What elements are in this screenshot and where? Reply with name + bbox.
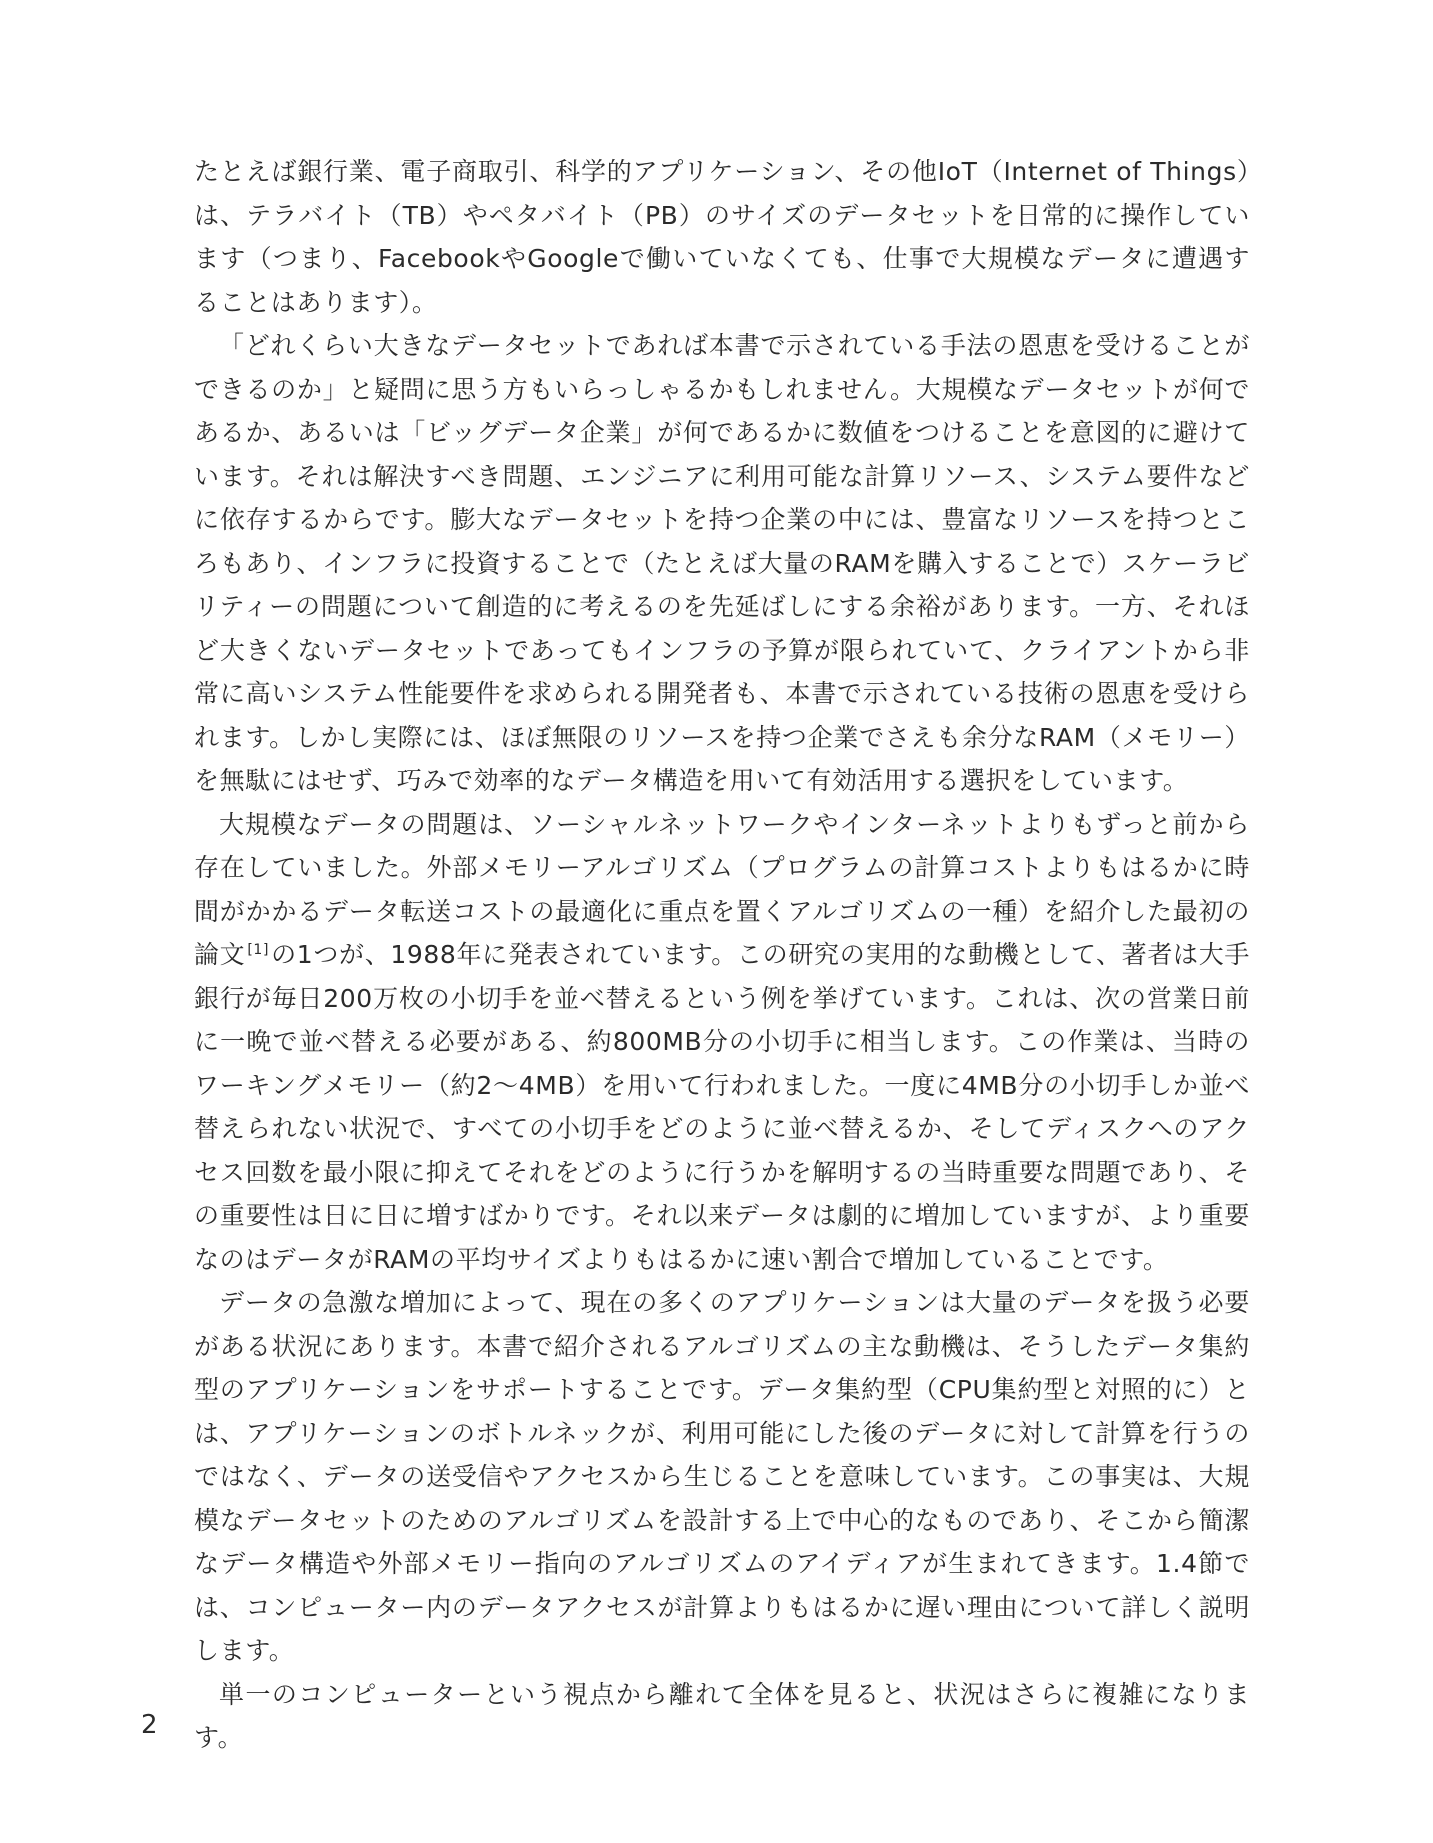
footnote-reference[interactable]: [1] <box>247 941 270 958</box>
paragraph-3-text-after: の1つが、1988年に発表されています。この研究の実用的な動機として、著者は大手銀行が毎日200万枚の小切手を並べ替えるという例を挙げています。これは、次の営業日前に一晩で並べ替える必要がある、約800MB分の小切手に相当します。この作業は、当時のワーキングメモリー（約2〜4MB）を用いて行われました。一度に4MB分の小切手しか並べ替えられない状況で、すべての小切手をどのように並べ替えるか、そしてディスクへのアクセス回数を最小限に抑えてそれをどのように行うかを解明するの当時重要な問題であり、その重要性は日に日に増すばかりです。それ以来データは劇的に増加していますが、より重要なのはデータがRAMの平均サイズよりもはるかに速い割合で増加していることです。 <box>194 940 1250 1274</box>
paragraph-4: データの急激な増加によって、現在の多くのアプリケーションは大量のデータを扱う必要がある状況にあります。本書で紹介されるアルゴリズムの主な動機は、そうしたデータ集約型のアプリケーションをサポートすることです。データ集約型（CPU集約型と対照的に）とは、アプリケーションのボトルネックが、利用可能にした後のデータに対して計算を行うのではなく、データの送受信やアクセスから生じることを意味しています。この事実は、大規模なデータセットのためのアルゴリズムを設計する上で中心的なものであり、そこから簡潔なデータ構造や外部メモリー指向のアルゴリズムのアイディアが生まれてきます。1.4節では、コンピューター内のデータアクセスが計算よりもはるかに遅い理由について詳しく説明します。 <box>194 1288 1250 1665</box>
paragraph-3 <box>194 803 1250 1282</box>
page-number: 2 <box>141 1710 158 1740</box>
paragraph-1: たとえば銀行業、電子商取引、科学的アプリケーション、その他IoT（Internet of Things）は、テラバイト（TB）やペタバイト（PB）のサイズのデータセットを日常的に操作しています（つまり、FacebookやGoogleで働いていなくても、仕事で大規模なデータに遭遇することはあります）。 <box>194 157 1250 317</box>
paragraph-2: 「どれくらい大きなデータセットであれば本書で示されている手法の恩恵を受けることができるのか」と疑問に思う方もいらっしゃるかもしれません。大規模なデータセットが何であるか、あるいは「ビッグデータ企業」が何であるかに数値をつけることを意図的に避けています。それは解決すべき問題、エンジニアに利用可能な計算リソース、システム要件などに依存するからです。膨大なデータセットを持つ企業の中には、豊富なリソースを持つところもあり、インフラに投資することで（たとえば大量のRAMを購入することで）スケーラビリティーの問題について創造的に考えるのを先延ばしにする余裕があります。一方、それほど大きくないデータセットであってもインフラの予算が限られていて、クライアントから非常に高いシステム性能要件を求められる開発者も、本書で示されている技術の恩恵を受けられます。しかし実際には、ほぼ無限のリソースを持つ企業でさえも余分なRAM（メモリー）を無駄にはせず、巧みで効率的なデータ構造を用いて有効活用する選択をしています。 <box>194 331 1250 795</box>
paragraph-3-text-before: 大規模なデータの問題は、ソーシャルネットワークやインターネットよりもずっと前から存在していました。外部メモリーアルゴリズム（プログラムの計算コストよりもはるかに時間がかかるデータ転送コストの最適化に重点を置くアルゴリズムの一種）を紹介した最初の論文 <box>194 809 1250 969</box>
paragraph-5: 単一のコンピューターという視点から離れて全体を見ると、状況はさらに複雑になります。 <box>194 1679 1250 1752</box>
page-body <box>194 150 1250 1760</box>
